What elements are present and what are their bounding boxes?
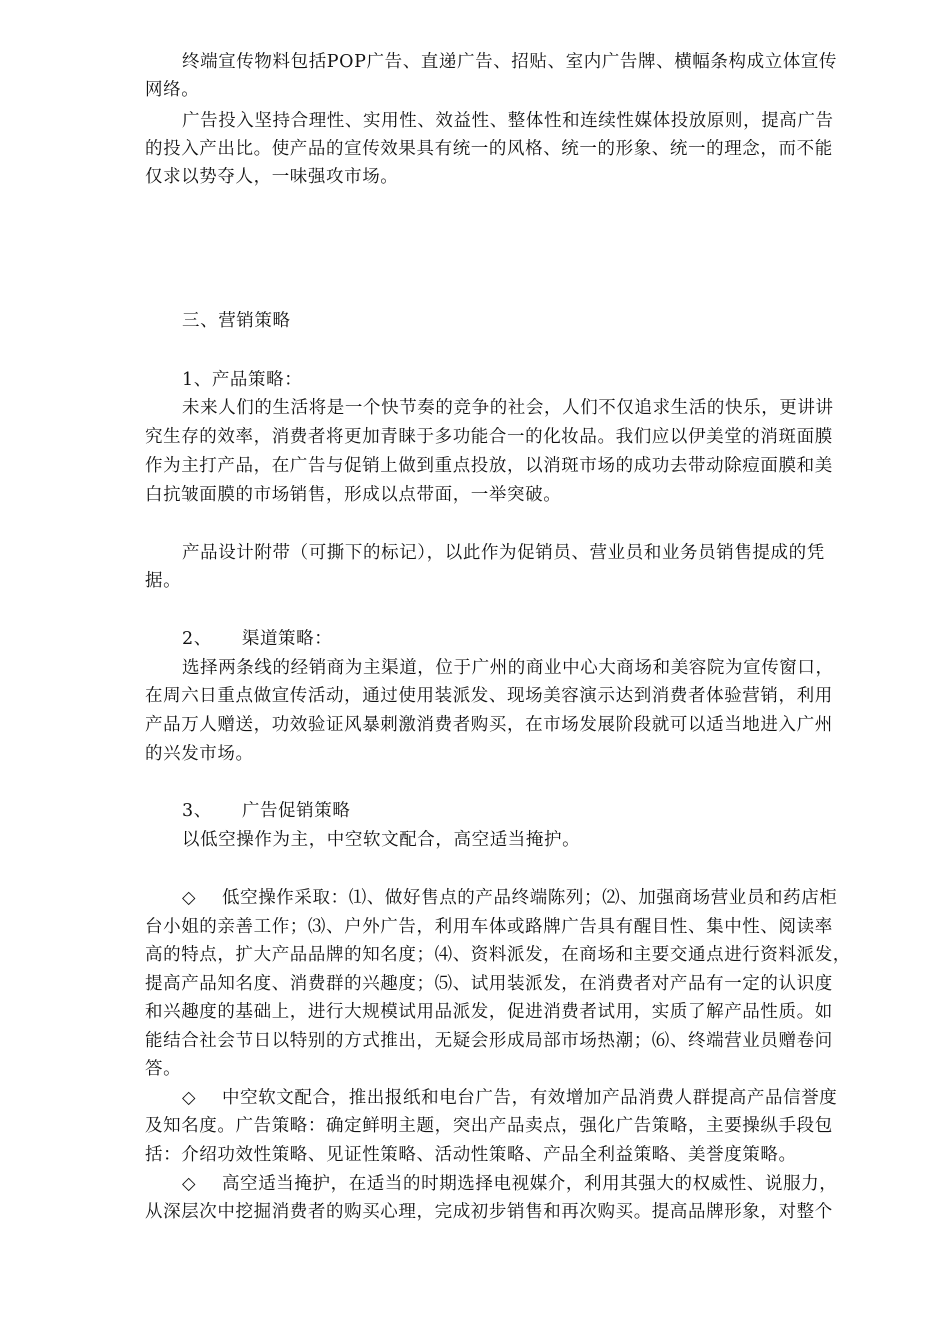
paragraph-line: 终端宣传物料包括POP广告、直递广告、招贴、室内广告牌、横幅条构成立体宣传	[182, 52, 838, 72]
paragraph-line: 能结合社会节日以特别的方式推出，无疑会形成局部市场热潮；⑹、终端营业员赠卷问	[145, 1031, 833, 1051]
heading-number: 2、	[182, 629, 212, 649]
paragraph-line: 的投入产出比。使产品的宣传效果具有统一的风格、统一的形象、统一的理念，而不能	[145, 139, 833, 159]
paragraph-line: 选择两条线的经销商为主渠道，位于广州的商业中心大商场和美容院为宣传窗口，	[182, 658, 834, 678]
paragraph-line: 未来人们的生活将是一个快节奏的竞争的社会，人们不仅追求生活的快乐，更讲讲	[182, 398, 834, 418]
paragraph-line: 以低空操作为主，中空软文配合，高空适当掩护。	[182, 830, 581, 850]
paragraph-line: 的兴发市场。	[145, 744, 254, 764]
paragraph-line: 在周六日重点做宣传活动，通过使用装派发、现场美容演示达到消费者体验营销，利用	[145, 686, 833, 706]
section-heading: 三、营销策略	[182, 311, 291, 331]
paragraph-line: 网络。	[145, 80, 200, 100]
paragraph-line: 高的特点，扩大产品品牌的知名度；⑷、资料派发，在商场和主要交通点进行资料派发，	[145, 945, 851, 965]
paragraph-line: 答。	[145, 1059, 182, 1079]
bullet-line: ◇ 高空适当掩护，在适当的时期选择电视媒介，利用其强大的权威性、说服力，	[182, 1170, 837, 1198]
paragraph-line: 据。	[145, 571, 182, 591]
diamond-bullet-icon: ◇	[182, 1088, 197, 1108]
paragraph-line: 产品设计附带（可撕下的标记），以此作为促销员、营业员和业务员销售提成的凭	[182, 543, 825, 563]
paragraph-line: 从深层次中挖掘消费者的购买心理，完成初步销售和再次购买。提高品牌形象，对整个	[145, 1202, 833, 1222]
subsection-heading: 1、产品策略：	[182, 370, 303, 390]
paragraph-line: 产品万人赠送，功效验证风暴刺激消费者购买，在市场发展阶段就可以适当地进入广州	[145, 715, 833, 735]
paragraph-line: 作为主打产品，在广告与促销上做到重点投放，以消斑市场的成功去带动除痘面膜和美	[145, 456, 833, 476]
heading-text: 渠道策略：	[241, 629, 333, 649]
paragraph-line: 及知名度。广告策略：确定鲜明主题，突出产品卖点，强化广告策略，主要操纵手段包	[145, 1116, 833, 1136]
paragraph-line: 仅求以势夺人，一味强攻市场。	[145, 167, 399, 187]
bullet-line: ◇ 低空操作采取：⑴、做好售点的产品终端陈列；⑵、加强商场营业员和药店柜	[182, 884, 837, 912]
heading-number: 3、	[182, 801, 212, 821]
paragraph-line: 台小姐的亲善工作；⑶、户外广告，利用车体或路牌广告具有醒目性、集中性、阅读率	[145, 917, 833, 937]
paragraph-line: 括：介绍功效性策略、见证性策略、活动性策略、产品全利益策略、美誉度策略。	[145, 1145, 797, 1165]
bullet-line: ◇ 中空软文配合，推出报纸和电台广告，有效增加产品消费人群提高产品信誉度	[182, 1084, 837, 1112]
paragraph-line: 和兴趣度的基础上，进行大规模试用品派发，促进消费者试用，实质了解产品性质。如	[145, 1002, 833, 1022]
paragraph-line: 提高产品知名度、消费群的兴趣度；⑸、试用装派发，在消费者对产品有一定的认识度	[145, 974, 833, 994]
subsection-heading	[182, 625, 332, 653]
paragraph-line: 广告投入坚持合理性、实用性、效益性、整体性和连续性媒体投放原则，提高广告	[182, 111, 834, 131]
subsection-heading	[182, 797, 350, 825]
diamond-bullet-icon: ◇	[182, 888, 197, 908]
diamond-bullet-icon: ◇	[182, 1174, 197, 1194]
heading-text: 广告促销策略	[241, 801, 351, 821]
paragraph-line: 究生存的效率，消费者将更加青睐于多功能合一的化妆品。我们应以伊美堂的消斑面膜	[145, 427, 833, 447]
paragraph-line: 白抗皱面膜的市场销售，形成以点带面，一举突破。	[145, 485, 562, 505]
